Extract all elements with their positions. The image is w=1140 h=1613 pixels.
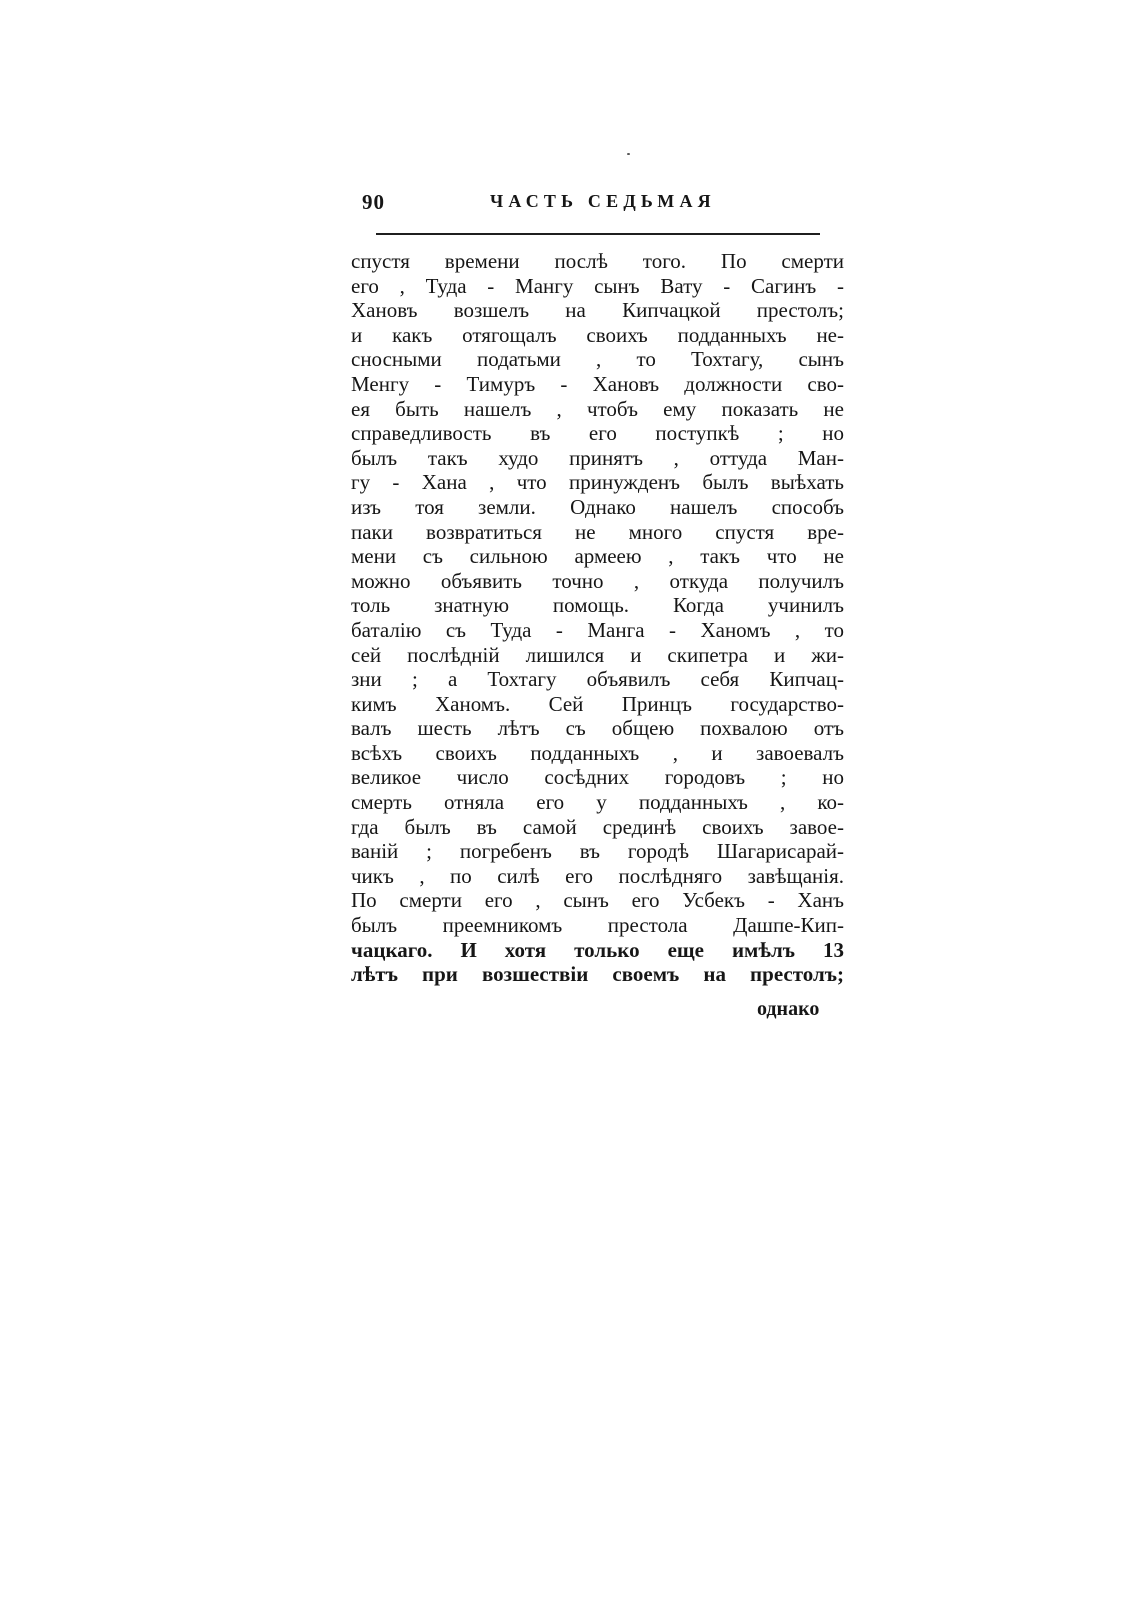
text-line: спустя времени послѣ того. По смерти [351, 249, 844, 273]
text-line: былъ такъ худо принятъ , оттуда Ман- [351, 445, 844, 470]
running-head: ЧАСТЬ СЕДЬМАЯ [490, 191, 716, 211]
text-line: его , Туда - Мангу сынъ Вату - Сагинъ - [351, 273, 844, 298]
text-line: баталію съ Туда - Манга - Ханомъ , то [351, 617, 844, 642]
text-line: паки возвратиться не много спустя вре- [351, 519, 844, 544]
text-line: Менгу - Тимуръ - Хановъ должности сво- [351, 371, 844, 396]
body-text [351, 249, 844, 987]
text-line: сей послѣдній лишился и скипетра и жи- [351, 642, 844, 667]
text-line: можно объявить точно , откуда получилъ [351, 568, 844, 593]
text-line: чацкаго. И хотя только еще имѣлъ 13 [351, 937, 844, 962]
page-number: 90 [362, 190, 385, 214]
text-line: Хановъ возшелъ на Кипчацкой престолъ; [351, 298, 844, 323]
text-line: всѣхъ своихъ подданныхъ , и завоевалъ [351, 740, 844, 765]
text-line: гу - Хана , что принужденъ былъ выѣхать [351, 470, 844, 495]
text-line: и какъ отягощалъ своихъ подданныхъ не- [351, 322, 844, 347]
text-line: кимъ Ханомъ. Сей Принцъ государство- [351, 691, 844, 716]
header-rule [376, 233, 820, 235]
text-line: изъ тоя земли. Однако нашелъ способъ [351, 494, 844, 519]
text-line: великое число сосѣдних городовъ ; но [351, 765, 844, 790]
text-line: справедливость въ его поступкѣ ; но [351, 421, 844, 446]
text-line: смерть отняла его у подданныхъ , ко- [351, 790, 844, 815]
text-line: мени съ сильною армеею , такъ что не [351, 544, 844, 569]
scan-speck [627, 153, 630, 155]
catchword: однако [757, 998, 820, 1020]
page-header [362, 190, 822, 220]
text-line: толь знатную помощь. Когда учинилъ [351, 593, 844, 618]
text-line: По смерти его , сынъ его Усбекъ - Ханъ [351, 888, 844, 913]
text-line: сносными податьми , то Тохтагу, сынъ [351, 347, 844, 372]
text-line: гда былъ въ самой срединѣ своихъ завое- [351, 814, 844, 839]
text-line: ваній ; погребенъ въ городѣ Шагарисарай- [351, 839, 844, 864]
text-line: былъ преемникомъ престола Дашпе-Кип- [351, 913, 844, 938]
text-line: лѣтъ при возшествіи своемъ на престолъ; [351, 962, 844, 987]
text-line: зни ; а Тохтагу объявилъ себя Кипчац- [351, 667, 844, 692]
text-line: чикъ , по силѣ его послѣдняго завѣщанія. [351, 863, 844, 888]
text-line: валъ шесть лѣтъ съ общею похвалою отъ [351, 716, 844, 741]
text-line: ея быть нашелъ , чтобъ ему показать не [351, 396, 844, 421]
